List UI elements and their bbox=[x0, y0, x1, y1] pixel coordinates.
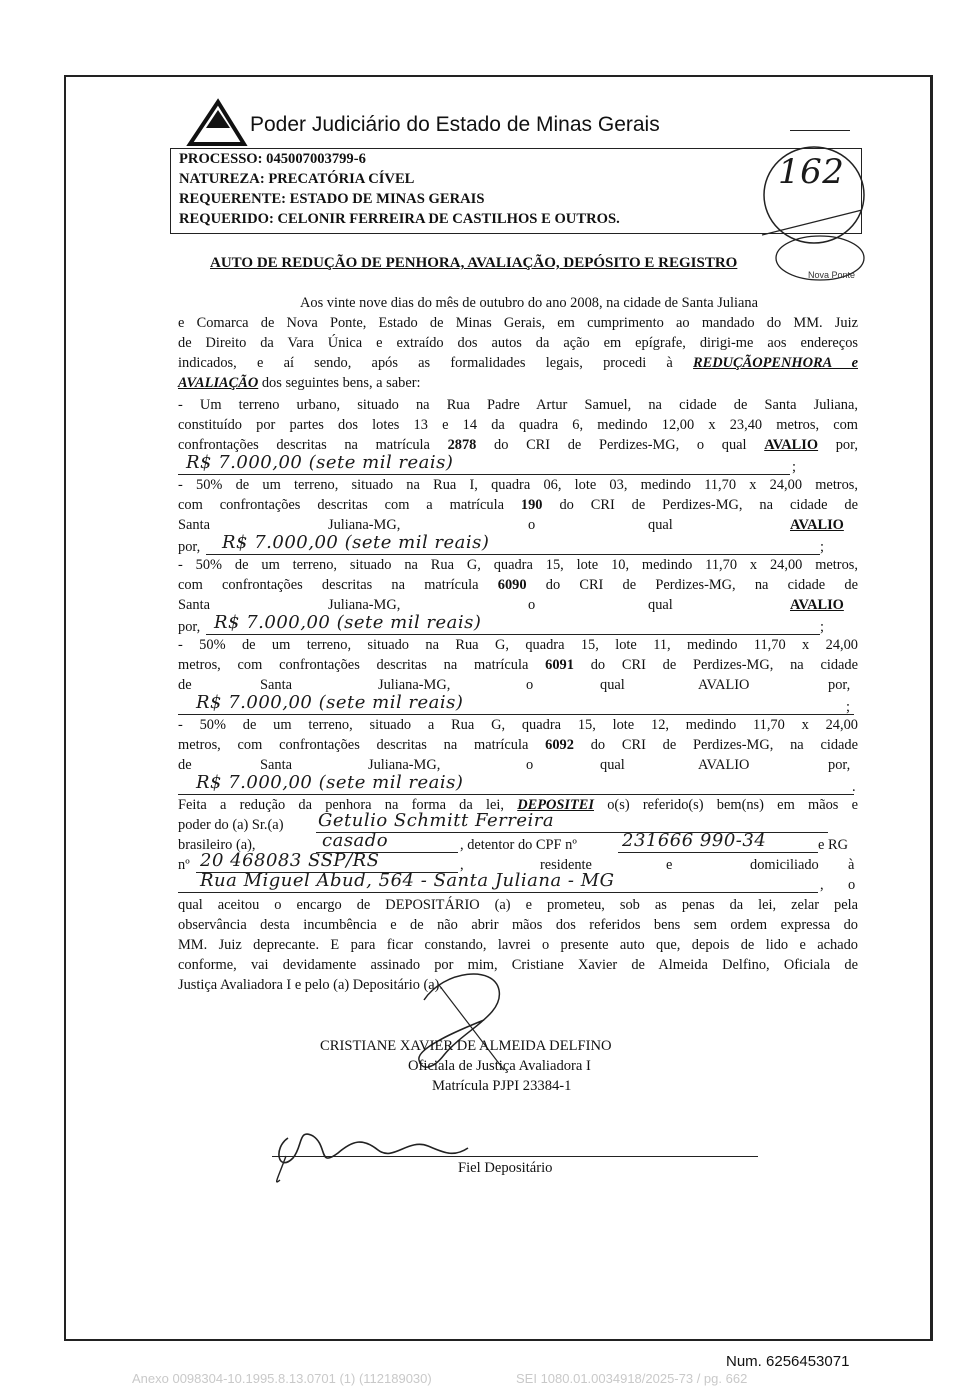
intro-line-4: indicados, e aí sendo, após as formalidades legais, procedi à REDUÇÃOPENHORA e bbox=[178, 355, 858, 371]
item4-line-2: metros, com confrontações descritas na matrícula 6091 do CRI de Perdizes-MG, na cidade bbox=[178, 657, 858, 673]
item5-handwritten-value: R$ 7.000,00 (sete mil reais) bbox=[196, 772, 464, 793]
document-title: AUTO DE REDUÇÃO DE PENHORA, AVALIAÇÃO, DEPÓSITO E REGISTRO bbox=[210, 255, 738, 271]
item3-semicolon: ; bbox=[820, 619, 824, 635]
intro-line-1: Aos vinte nove dias do mês de outubro do ano 2008, na cidade de Santa Juliana bbox=[300, 295, 758, 311]
header-rule bbox=[790, 130, 850, 131]
closing-line-2: observância desta incumbência e de não abrir mãos dos referidos bens sem ordem expressa do bbox=[178, 917, 858, 933]
item3-handwritten-value: R$ 7.000,00 (sete mil reais) bbox=[214, 612, 482, 633]
officer-registration: Matrícula PJPI 23384-1 bbox=[432, 1078, 572, 1094]
item5-line-1: - 50% de um terreno, situado a Rua G, quadra 15, lote 12, medindo 11,70 x 24,00 bbox=[178, 717, 858, 733]
item4-semicolon: ; bbox=[846, 699, 850, 715]
closing-line-5: Justiça Avaliadora I e pelo (a) Depositário (a). bbox=[178, 977, 444, 993]
item1-value-line bbox=[178, 474, 790, 475]
item5-value-line bbox=[178, 794, 854, 795]
address-handwritten: Rua Miguel Abud, 564 - Santa Juliana - MG bbox=[200, 870, 615, 891]
cpf-line bbox=[618, 852, 818, 853]
item5-period: . bbox=[852, 779, 856, 795]
item4-value-line bbox=[178, 714, 854, 715]
footer-annex: Anexo 0098304-10.1995.8.13.0701 (1) (112189030) bbox=[132, 1371, 432, 1386]
stamp-text: Nova Ponte bbox=[808, 270, 856, 280]
case-natureza: NATUREZA: PRECATÓRIA CÍVEL bbox=[179, 171, 415, 187]
item3-line-2: com confrontações descritas na matrícula 6090 do CRI de Perdizes-MG, na cidade de bbox=[178, 577, 858, 593]
civil-status-handwritten: casado bbox=[322, 830, 389, 851]
case-requerido: REQUERIDO: CELONIR FERREIRA DE CASTILHOS E OUTROS. bbox=[179, 211, 620, 227]
case-processo: PROCESSO: 045007003799-6 bbox=[179, 151, 366, 167]
depositary-label: Fiel Depositário bbox=[458, 1160, 553, 1176]
item4-handwritten-value: R$ 7.000,00 (sete mil reais) bbox=[196, 692, 464, 713]
intro-line-3: de Direito da Vara Única e extraído dos autos da ação em epígrafe, dirigi-me aos endereços bbox=[178, 335, 858, 351]
depositary-name-handwritten: Getulio Schmitt Ferreira bbox=[318, 810, 555, 831]
item1-semicolon: ; bbox=[792, 459, 796, 475]
closing-line-3: MM. Juiz deprecante. E para ficar constando, lavrei o presente auto que, depois de lido e achado bbox=[178, 937, 858, 953]
cpf-handwritten: 231666 990-34 bbox=[622, 830, 767, 851]
deposit-line-2: poder do (a) Sr.(a) bbox=[178, 817, 284, 833]
stamp-page-number: 162 bbox=[778, 152, 845, 192]
item2-value-line bbox=[206, 554, 820, 555]
case-requerente: REQUERENTE: ESTADO DE MINAS GERAIS bbox=[179, 191, 485, 207]
item3-por: por, bbox=[178, 619, 201, 635]
court-title: Poder Judiciário do Estado de Minas Gerais bbox=[250, 113, 660, 136]
court-logo-icon bbox=[186, 98, 248, 148]
rg-handwritten: 20 468083 SSP/RS bbox=[200, 850, 380, 871]
intro-line-2: e Comarca de Nova Ponte, Estado de Minas Gerais, em cumprimento ao mandado do MM. Juiz bbox=[178, 315, 858, 331]
officer-role: Oficiala de Justiça Avaliadora I bbox=[408, 1058, 591, 1074]
item2-line-2: com confrontações descritas com a matrícula 190 do CRI de Perdizes-MG, na cidade de bbox=[178, 497, 858, 513]
closing-line-1: qual aceitou o encargo de DEPOSITÁRIO (a) e prometeu, sob as penas da lei, zelar pela bbox=[178, 897, 858, 913]
item3-value-line bbox=[206, 634, 820, 635]
officer-name: CRISTIANE XAVIER DE ALMEIDA DELFINO bbox=[320, 1038, 612, 1054]
intro-line-5: AVALIAÇÃO dos seguintes bens, a saber: bbox=[178, 375, 421, 391]
item1-line-2: constituído por partes dos lotes 13 e 14 da quadra 6, medindo 12,00 x 23,40 metros, com bbox=[178, 417, 858, 433]
item1-handwritten-value: R$ 7.000,00 (sete mil reais) bbox=[186, 452, 454, 473]
depositary-signature bbox=[268, 1118, 498, 1188]
item1-line-3: confrontações descritas na matrícula 2878 do CRI de Perdizes-MG, o qual AVALIO por, bbox=[178, 437, 858, 453]
address-line bbox=[178, 892, 818, 893]
depositary-signature-line bbox=[272, 1156, 758, 1157]
item4-line-1: - 50% de um terreno, situado na Rua G, quadra 15, lote 11, medindo 11,70 x 24,00 bbox=[178, 637, 858, 653]
closing-line-4: conforme, vai devidamente assinado por mim, Cristiane Xavier de Almeida Delfino, Oficiala de bbox=[178, 957, 858, 973]
deposit-line-1: Feita a redução da penhora na forma da lei, DEPOSITEI o(s) referido(s) bem(ns) em mãos e bbox=[178, 797, 858, 813]
item5-line-2: metros, com confrontações descritas na matrícula 6092 do CRI de Perdizes-MG, na cidade bbox=[178, 737, 858, 753]
item3-line-1: - 50% de um terreno, situado na Rua G, quadra 15, lote 10, medindo 11,70 x 24,00 metros, bbox=[178, 557, 858, 573]
footer-num: Num. 6256453071 bbox=[726, 1353, 850, 1370]
item2-handwritten-value: R$ 7.000,00 (sete mil reais) bbox=[222, 532, 490, 553]
item2-por: por, bbox=[178, 539, 201, 555]
item2-line-1: - 50% de um terreno, situado na Rua I, quadra 06, lote 03, medindo 11,70 x 24,00 metros, bbox=[178, 477, 858, 493]
item2-semicolon: ; bbox=[820, 539, 824, 555]
item1-line-1: - Um terreno urbano, situado na Rua Padre Artur Samuel, na cidade de Santa Juliana, bbox=[178, 397, 858, 413]
footer-sei: SEI 1080.01.0034918/2025-73 / pg. 662 bbox=[516, 1371, 748, 1386]
